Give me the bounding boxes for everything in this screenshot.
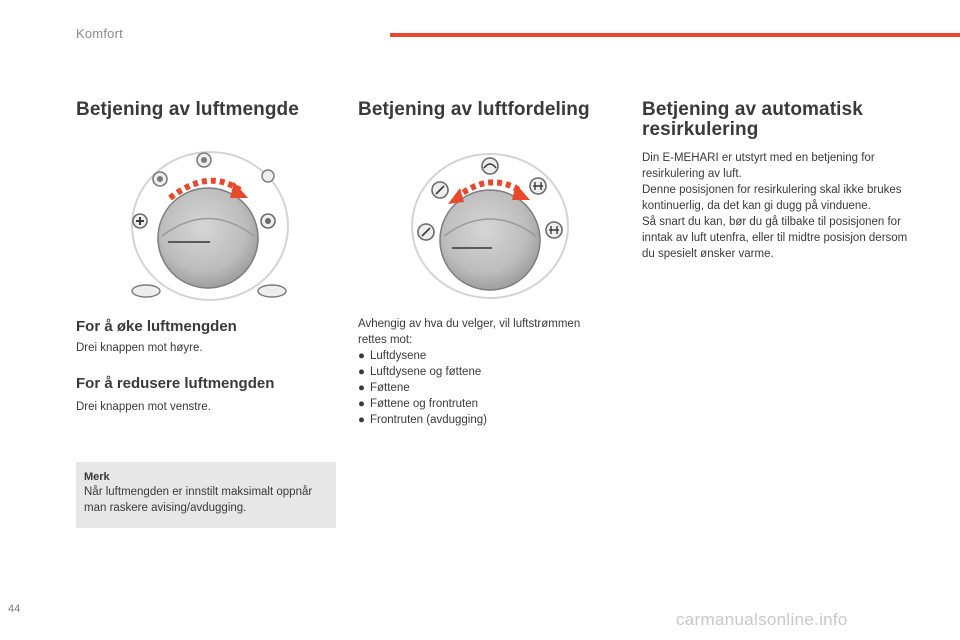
recirculation-paragraph-2: Denne posisjonen for resirkulering skal ikke brukes kontinuerlig, da det kan gi dugg på vinduene. <box>642 184 902 212</box>
page-number: 44 <box>8 603 21 615</box>
column-distribution <box>358 100 628 120</box>
recirculation-title-line1: Betjening av automatisk <box>642 99 863 120</box>
increase-heading: For å øke luftmengden <box>76 318 237 335</box>
recirculation-title <box>642 100 912 140</box>
note-box <box>76 462 336 528</box>
list-item: ● Frontruten (avdugging) <box>358 414 487 426</box>
recirculation-title-line2: resirkulering <box>642 119 759 140</box>
column-airflow <box>76 100 346 120</box>
distribution-dial-illustration <box>404 150 576 302</box>
list-item: ● Luftdysene <box>358 350 427 362</box>
distribution-options-list <box>358 348 618 428</box>
watermark: carmanualsonline.info <box>676 610 848 629</box>
list-item: ● Føttene og frontruten <box>358 398 479 410</box>
distribution-title: Betjening av luftfordeling <box>358 99 590 120</box>
airflow-knob <box>158 188 258 288</box>
note-title: Merk <box>84 471 110 483</box>
recirculation-paragraph-3: Så snart du kan, bør du gå tilbake til posisjonen for inntak av luft utenfra, eller til midtre posisjon dersom du spesielt ønsker varme. <box>642 216 908 260</box>
list-item: ● Føttene <box>358 382 410 394</box>
list-item: ● Luftdysene og føttene <box>358 366 482 378</box>
airflow-title: Betjening av luftmengde <box>76 99 299 120</box>
distribution-intro: Avhengig av hva du velger, vil luftstrømmen rettes mot: <box>358 318 581 346</box>
recirculation-paragraph-1: Din E-MEHARI er utstyrt med en betjening for resirkulering av luft. <box>642 152 875 180</box>
decrease-text: Drei knappen mot venstre. <box>76 401 211 413</box>
increase-text: Drei knappen mot høyre. <box>76 342 203 354</box>
decrease-heading: For å redusere luftmengden <box>76 375 275 392</box>
section-label: Komfort <box>76 26 123 41</box>
airflow-dial-illustration <box>118 146 302 306</box>
column-recirculation <box>642 100 912 262</box>
distribution-knob <box>440 190 540 290</box>
note-text: Når luftmengden er innstilt maksimalt oppnår man raskere avising/avdugging. <box>84 486 313 514</box>
header-rule <box>390 33 960 37</box>
